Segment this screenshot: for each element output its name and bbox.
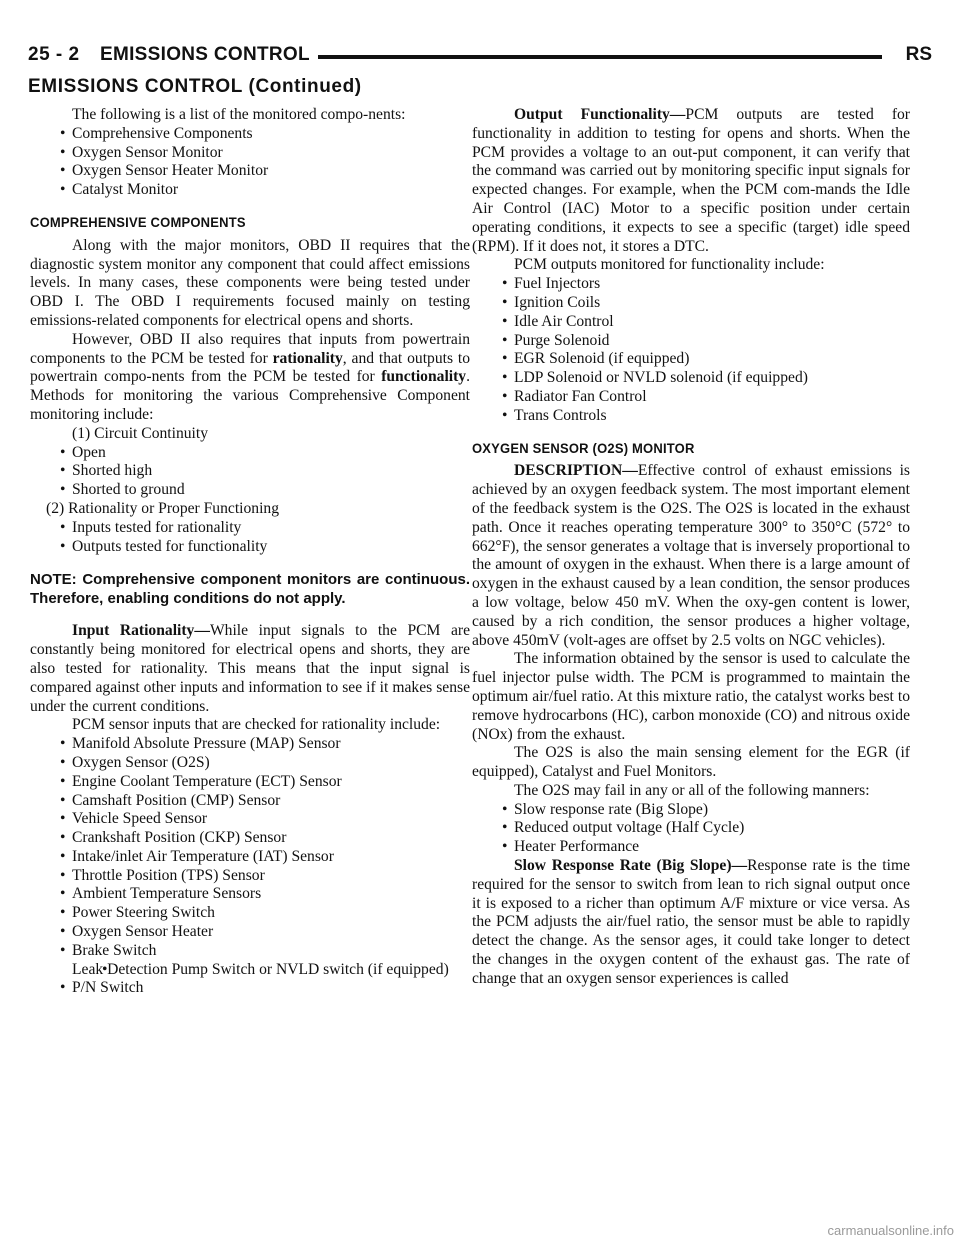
list-item: • Ignition Coils (472, 294, 910, 313)
description-paragraph: DESCRIPTION—Effective control of exhaust emissions is achieved by an oxygen feedback system. The most important element of the feedback system is the O2S. The O2S is located in the exhaust path. Once it reaches operating temperature 300° to 350°C (572° to 662°F), the sensor generates a voltage that is inversely proportional to the amount of oxygen in the exhaust. When there is a large amount of oxygen in the exhaust caused by a lean condition, the sensor produces a low voltage, below 450 mV. When the oxy-gen content is lower, caused by a rich condition, the sensor produces a higher voltage, above 450mV (volt-ages are offset by 2.5 volts on NGC vehicles). (472, 462, 910, 649)
list-item: • Idle Air Control (472, 313, 910, 332)
chapter-title: EMISSIONS CONTROL (100, 44, 318, 66)
comp-paragraph-1: Along with the major monitors, OBD II requires that the diagnostic system monitor any component that could affect emissions levels. In many cases, these components were being tested under OBD I. The OBD I requirements focused mainly on testing emissions-related components for electrical opens and shorts. (30, 236, 470, 329)
list-item: • Outputs tested for functionality (30, 538, 470, 557)
list-item: • Camshaft Position (CMP) Sensor (30, 792, 470, 811)
circuit-continuity-label: (1) Circuit Continuity (72, 424, 209, 442)
page-number: 25 - 2 (28, 44, 80, 65)
list-item: • Comprehensive Components (30, 125, 470, 144)
list-item: • Ambient Temperature Sensors (30, 885, 470, 904)
list-item: • EGR Solenoid (if equipped) (472, 350, 910, 369)
list-item: • Slow response rate (Big Slope) (472, 801, 910, 820)
o2s-monitor-heading: OXYGEN SENSOR (O2S) MONITOR (472, 440, 695, 456)
input-rationality-paragraph: Input Rationality—While input signals to the PCM are constantly being monitored for electrical opens and shorts, they are also tested for rationality. This means that the input signal is compared against other inputs and information to see if it makes sense under the current conditions. (30, 622, 470, 715)
list-item: • Shorted to ground (30, 481, 470, 500)
watermark: carmanualsonline.info (827, 1223, 954, 1238)
section-title: EMISSIONS CONTROL (Continued) (28, 76, 362, 97)
list-item: • Oxygen Sensor (O2S) (30, 754, 470, 773)
output-functionality-paragraph: Output Functionality—PCM outputs are tested for functionality in addition to testing for opens and shorts. When the PCM provides a voltage to an out-put component, it can verify that the command was carried out by monitoring specific input signals for expected changes. For example, when the PCM com-mands the Idle Air Control (IAC) Motor to a specific position under certain operating conditions, it expects to see a specific (target) idle speed (RPM). If it does not, it stores a DTC. (472, 106, 911, 255)
failure-list (472, 801, 910, 857)
pcm-outputs-list (472, 275, 910, 425)
list-item: • Open (30, 444, 470, 463)
pcm-inputs-list (30, 735, 470, 998)
left-column (30, 106, 470, 998)
list-item: • Power Steering Switch (30, 904, 470, 923)
list-item: • Leak Detection Pump Switch or NVLD switch (if equipped) (30, 961, 470, 980)
list-item: • Purge Solenoid (472, 332, 910, 351)
rationality-label: (2) Rationality or Proper Functioning (46, 499, 280, 517)
list-item: • Manifold Absolute Pressure (MAP) Sensor (30, 735, 470, 754)
list-item: • Brake Switch (30, 942, 470, 961)
main-sensing-paragraph: The O2S is also the main sensing element for the EGR (if equipped), Catalyst and Fuel Monitors. (472, 744, 910, 781)
list-item: • Heater Performance (472, 838, 910, 857)
comp-paragraph-2: However, OBD II also requires that inputs from powertrain components to the PCM be tested for rationality, and that outputs to powertrain compo-nents from the PCM be tested for functionality. Methods for monitoring the various Comprehensive Component monitoring include: (30, 330, 470, 423)
list-item: • Oxygen Sensor Monitor (30, 144, 470, 163)
list-item: • Engine Coolant Temperature (ECT) Sensor (30, 773, 470, 792)
intro-paragraph: The following is a list of the monitored compo-nents: (72, 106, 406, 123)
list-item: • Trans Controls (472, 407, 910, 426)
list-item: • Inputs tested for rationality (30, 519, 470, 538)
page-header (28, 44, 932, 74)
comprehensive-components-heading: COMPREHENSIVE COMPONENTS (30, 214, 246, 231)
list-item: • Crankshaft Position (CKP) Sensor (30, 829, 470, 848)
list-item: • Reduced output voltage (Half Cycle) (472, 819, 910, 838)
info-paragraph: The information obtained by the sensor is used to calculate the fuel injector pulse width. The PCM is programmed to maintain the optimum air/fuel ratio. At this mixture ratio, the catalyst works best to remove hydrocarbons (HC), carbon monoxide (CO) and nitrous oxide (NOx) from the exhaust. (472, 650, 910, 743)
slow-response-paragraph: Slow Response Rate (Big Slope)—Response rate is the time required for the sensor to switch from lean to rich signal output once it is exposed to a richer than optimum A/F mixture or vice versa. As the PCM adjusts the air/fuel ratio, the sensor must be able to rapidly detect the change. As the sensor ages, it could take longer to detect the changes in the oxygen content of the exhaust gas. The rate of change that an oxygen sensor experiences is called (472, 857, 910, 987)
list-item: • Intake/inlet Air Temperature (IAT) Sensor (30, 848, 470, 867)
outputs-intro: PCM outputs monitored for functionality include: (514, 256, 825, 274)
list-item: • Oxygen Sensor Heater Monitor (30, 162, 470, 181)
monitor-list (30, 125, 470, 200)
list-item: • Throttle Position (TPS) Sensor (30, 867, 470, 886)
list-item: • P/N Switch (30, 979, 470, 998)
header-rule (318, 55, 882, 59)
failure-intro: The O2S may fail in any or all of the following manners: (514, 781, 870, 799)
list-item: • Catalyst Monitor (30, 181, 470, 200)
list-item: • Oxygen Sensor Heater (30, 923, 470, 942)
list-item: • LDP Solenoid or NVLD solenoid (if equipped) (472, 369, 910, 388)
list-item: • Vehicle Speed Sensor (30, 810, 470, 829)
note-paragraph: NOTE: Comprehensive component monitors are continuous. Therefore, enabling conditions do not apply. (30, 571, 470, 608)
right-column (472, 106, 910, 989)
list-item: • Shorted high (30, 462, 470, 481)
model-code: RS (905, 44, 932, 65)
list-item: • Radiator Fan Control (472, 388, 910, 407)
pcm-inputs-intro: PCM sensor inputs that are checked for rationality include: (72, 716, 441, 734)
list-item: • Fuel Injectors (472, 275, 910, 294)
